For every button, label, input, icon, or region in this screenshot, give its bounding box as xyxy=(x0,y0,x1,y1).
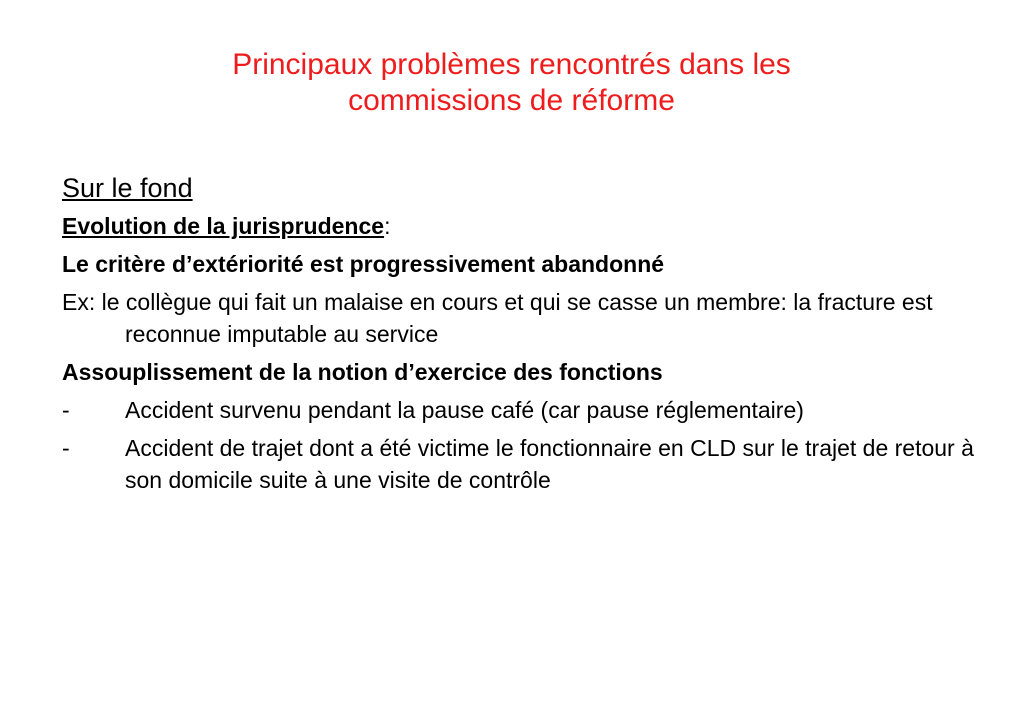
example-text: Ex: le collègue qui fait un malaise en cours et qui se casse un membre: la fracture est reconnue imputable au service xyxy=(62,289,933,347)
subheading-suffix: : xyxy=(384,213,391,239)
slide-title-line-2: commissions de réforme xyxy=(348,84,675,117)
point-functions: Assouplissement de la notion d’exercice des fonctions xyxy=(62,359,663,385)
subheading-text: Evolution de la jurisprudence xyxy=(62,213,385,239)
bullet-marker: - xyxy=(62,397,70,423)
section-heading: Sur le fond xyxy=(62,173,193,203)
subheading xyxy=(62,210,982,242)
slide-body xyxy=(62,170,982,502)
bullet-text: Accident survenu pendant la pause café (car pause réglementaire) xyxy=(125,397,804,423)
bullet-item xyxy=(62,432,982,496)
bullet-text: Accident de trajet dont a été victime le fonctionnaire en CLD sur le trajet de retour à son domicile suite à une visite de contrôle xyxy=(125,435,974,493)
slide-title xyxy=(0,47,1023,119)
point-criterion: Le critère d’extériorité est progressivement abandonné xyxy=(62,251,665,277)
bullet-marker: - xyxy=(62,435,70,461)
slide-title-line-1: Principaux problèmes rencontrés dans les xyxy=(232,48,791,81)
bullet-item xyxy=(62,394,982,426)
